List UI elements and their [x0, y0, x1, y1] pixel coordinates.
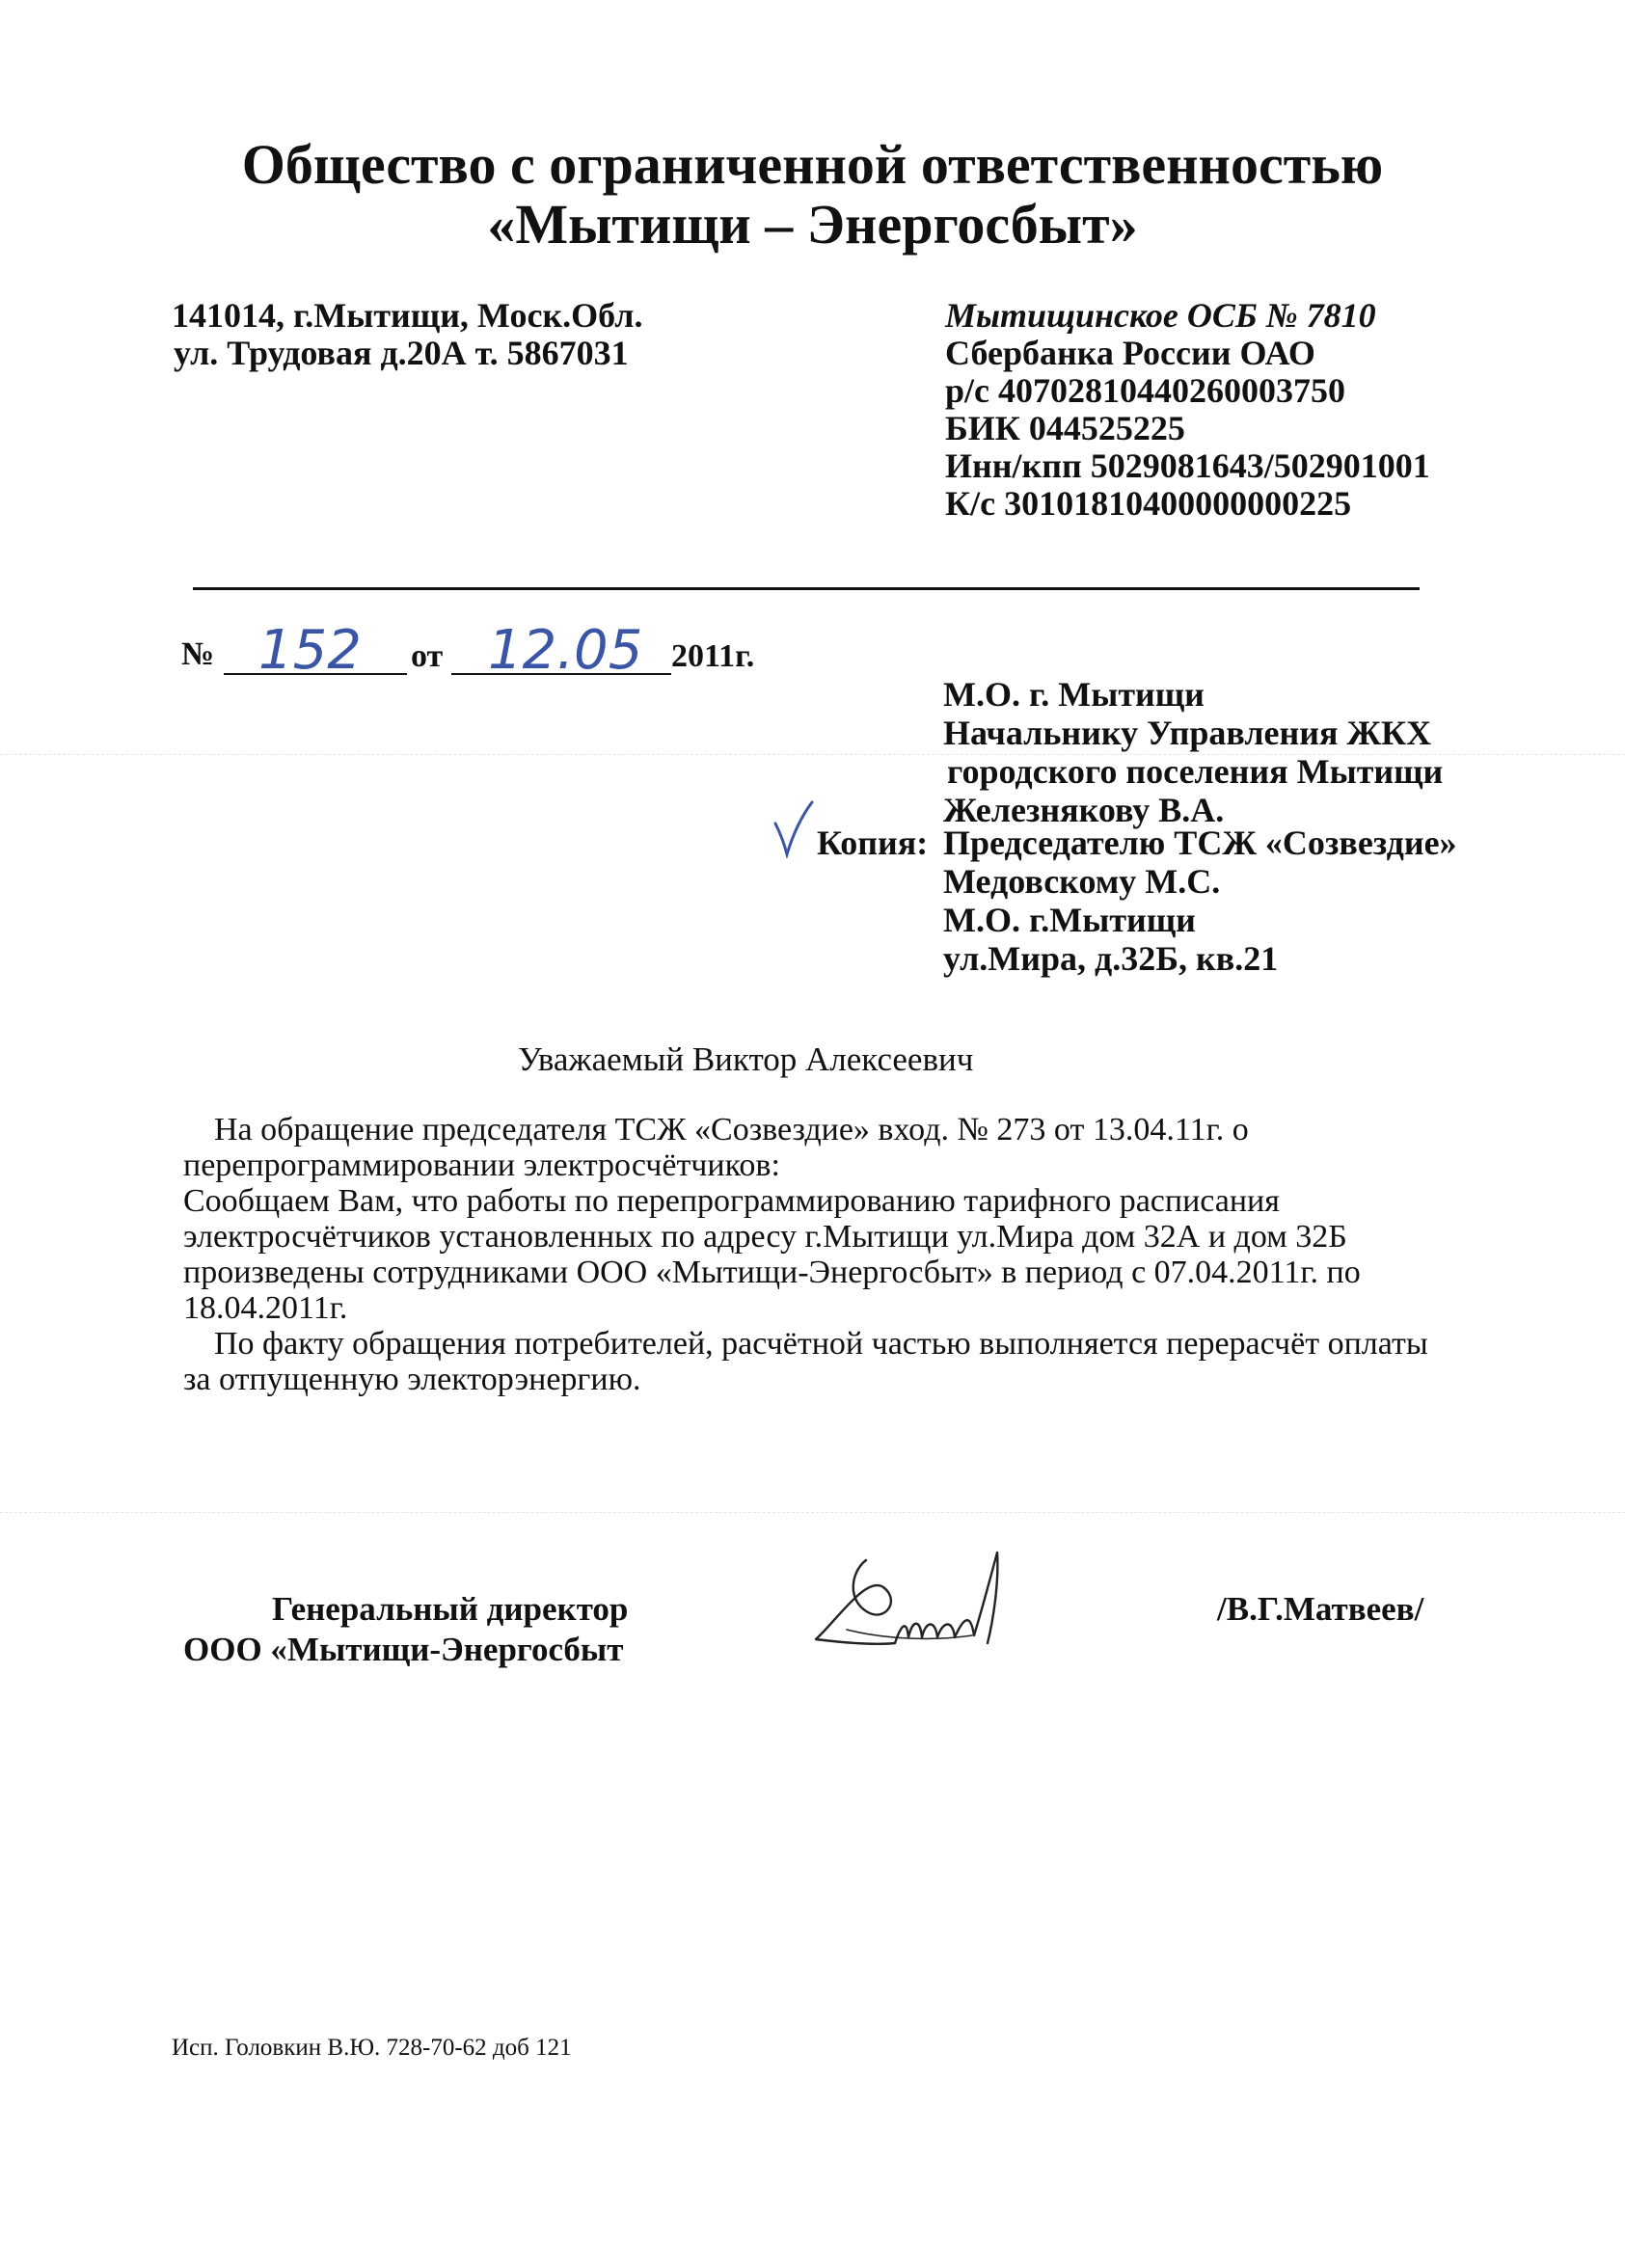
- handwritten-date: 12.05: [488, 619, 643, 682]
- handwritten-signature: [808, 1543, 1030, 1688]
- body-line: электросчётчиков установленных по адресу г.Мытищи ул.Мира дом 32А и дом 32Б: [183, 1219, 1347, 1255]
- company-address: [172, 297, 642, 372]
- copy-line: ул.Мира, д.32Б, кв.21: [943, 939, 1279, 978]
- recipient-line: городского поселения Мытищи: [947, 752, 1444, 791]
- bank-line: Мытищинское ОСБ № 7810: [945, 296, 1376, 335]
- signatory-position: [183, 1589, 628, 1670]
- body-line: Сообщаем Вам, что работы по перепрограммированию тарифного расписания: [183, 1183, 1280, 1219]
- date-from-label: от: [411, 638, 444, 674]
- reference-year: 2011г.: [671, 638, 755, 674]
- body-line: за отпущенную электорэнергию.: [183, 1362, 641, 1397]
- recipient-line: Железнякову В.А.: [943, 791, 1225, 829]
- recipient-line: М.О. г. Мытищи: [943, 675, 1205, 714]
- bank-line: БИК 044525225: [945, 409, 1185, 447]
- body-line: перепрограммировании электросчётчиков:: [183, 1148, 780, 1183]
- executor-note: Исп. Головкин В.Ю. 728-70-62 доб 121: [172, 2035, 572, 2061]
- bank-details: [945, 297, 1430, 523]
- company-title-line1: Общество с ограниченной ответственностью: [241, 133, 1384, 196]
- checkmark-icon: [772, 800, 814, 858]
- copy-line: М.О. г.Мытищи: [943, 901, 1196, 939]
- scan-fold-line: [0, 1512, 1625, 1513]
- copy-label: Копия:: [817, 824, 929, 862]
- reference-line: [181, 619, 779, 683]
- bank-line: р/с 40702810440260003750: [945, 371, 1346, 410]
- number-label: №: [181, 636, 215, 672]
- company-title-line2: «Мытищи – Энергосбыт»: [487, 193, 1138, 256]
- body-line: На обращение председателя ТСЖ «Созвездие» вход. № 273 от 13.04.11г. о: [214, 1112, 1249, 1148]
- signatory-name: /В.Г.Матвеев/: [1217, 1590, 1424, 1628]
- recipient-line: Начальнику Управления ЖКХ: [943, 714, 1432, 752]
- body-line: По факту обращения потребителей, расчётной частью выполняется перерасчёт оплаты: [214, 1326, 1428, 1362]
- copy-line: Медовскому М.С.: [943, 862, 1221, 901]
- copy-line: Председателю ТСЖ «Созвездие»: [943, 824, 1457, 862]
- bank-line: Сбербанка России ОАО: [945, 334, 1315, 372]
- bank-line: К/с 30101810400000000225: [945, 484, 1352, 523]
- header-divider: [193, 587, 1420, 590]
- copy-recipient-block: [943, 824, 1457, 978]
- recipient-block: [943, 675, 1443, 829]
- handwritten-number: 152: [258, 619, 362, 682]
- bank-line: Инн/кпп 5029081643/502901001: [945, 446, 1430, 485]
- letter-body: [183, 1112, 1428, 1397]
- address-line: 141014, г.Мытищи, Моск.Обл.: [172, 296, 643, 335]
- position-line: ООО «Мытищи-Энергосбыт: [183, 1631, 624, 1668]
- salutation: Уважаемый Виктор Алексеевич: [518, 1040, 974, 1078]
- body-line: произведены сотрудниками ООО «Мытищи-Энергосбыт» в период с 07.04.2011г. по: [183, 1255, 1361, 1290]
- position-line: Генеральный директор: [272, 1590, 629, 1628]
- body-line: 18.04.2011г.: [183, 1290, 348, 1326]
- address-line: ул. Трудовая д.20А т. 5867031: [174, 334, 629, 372]
